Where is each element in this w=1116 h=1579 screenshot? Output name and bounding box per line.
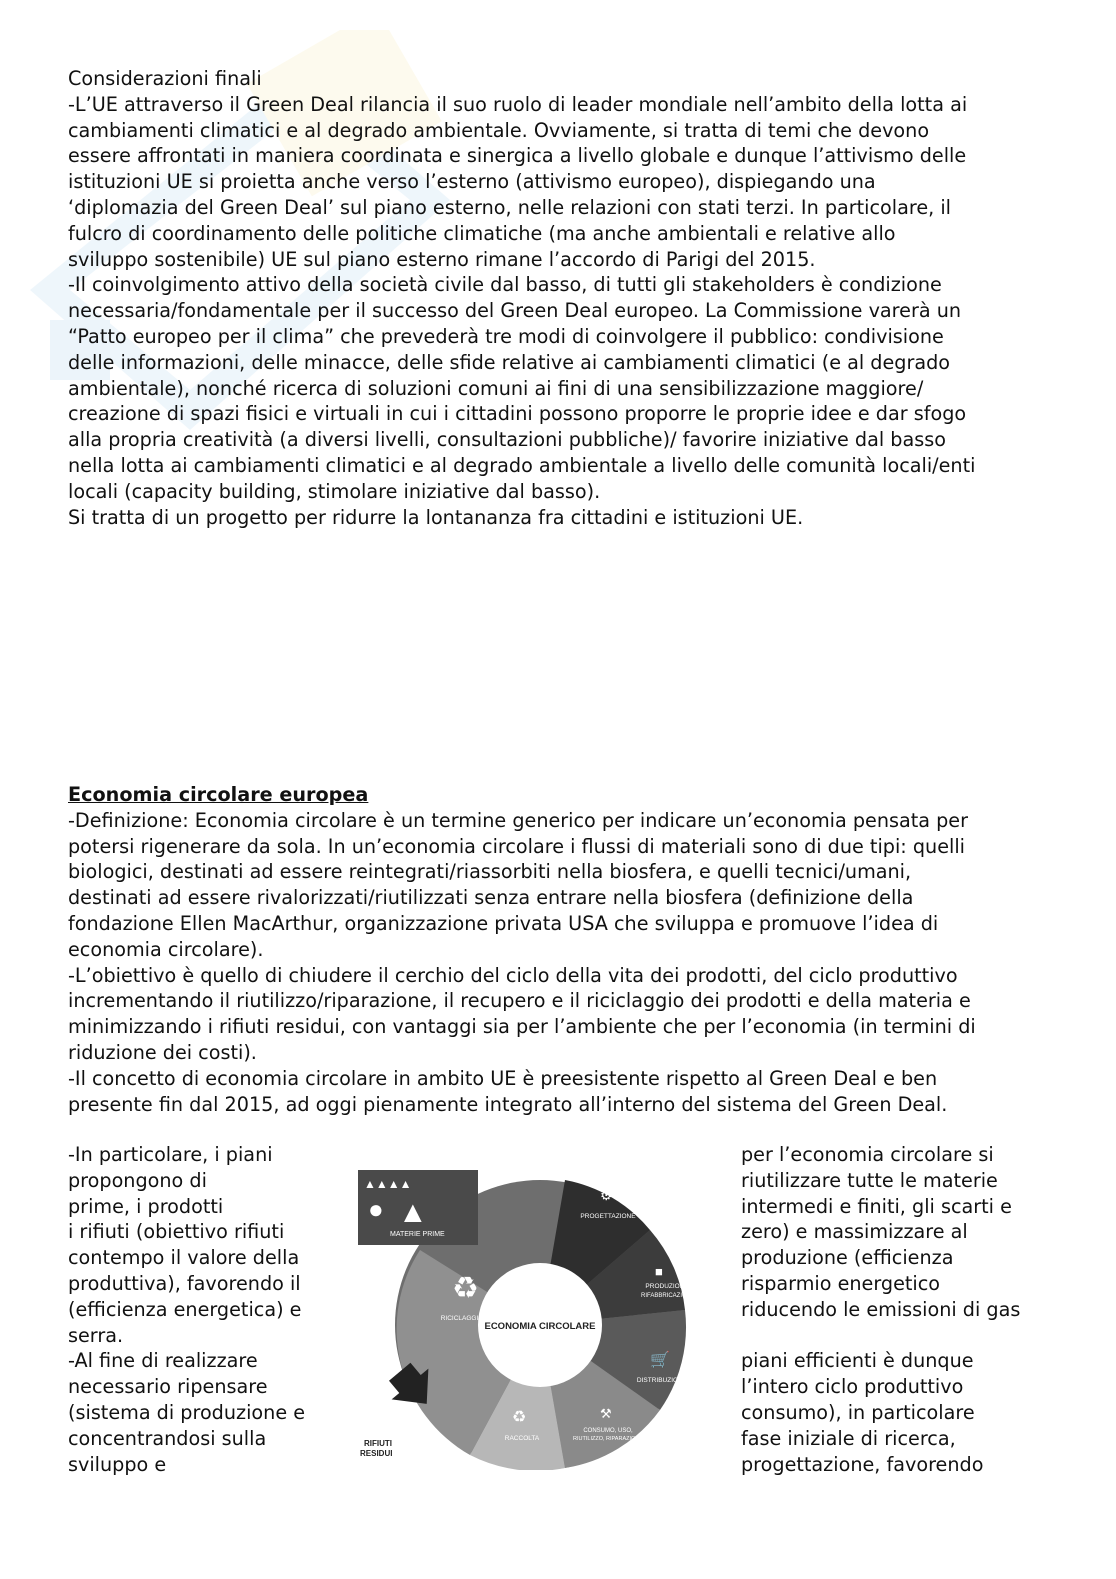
text-line: delle informazioni, delle minacce, delle sfide relative ai cambiamenti climatici (e al degrado [68,350,951,374]
materie-prime-icon: ▲▲▲▲ [364,1177,412,1191]
text-line: piani efficienti è dunque [741,1349,974,1373]
text-line: risparmio energetico [741,1271,941,1295]
label-raccolta: RACCOLTA [504,1435,540,1442]
center-label: ECONOMIA CIRCOLARE [484,1321,596,1332]
recycle-icon: ♻ [452,1272,479,1305]
bin-icon: ♻ [512,1409,527,1426]
text-line: fondazione Ellen MacArthur, organizzazione privata USA che sviluppa e promuove l’idea di [68,911,939,935]
label-produzione-2: RIFABBRICAZIONE [640,1293,696,1299]
label-consumo-2: RIUTILIZZO, RIPARAZIONE [573,1436,643,1442]
text-line: essere affrontati in maniera coordinata e sinergica a livello globale e dunque l’attivismo delle [68,144,967,168]
text-line: riducendo le emissioni di gas [741,1297,1021,1321]
text-line: propongono di [68,1168,207,1192]
text-line: consumo), in particolare [741,1400,975,1424]
tree-icon: ▲ [398,1196,428,1229]
text-line: i rifiuti (obiettivo rifiuti [68,1220,285,1244]
text-line: alla propria creatività (a diversi livelli, consultazioni pubbliche)/ favorire iniziative dal basso [68,428,946,452]
text-line: biologici, destinati ad essere reintegrati/riassorbiti nella biosfera, e quelli tecnici/umani, [68,860,912,884]
text-line: locali (capacity building, stimolare iniziative dal basso). [68,479,601,503]
text-line: minimizzando i rifiuti residui, con vantaggi sia per l’ambiente che per l’economia (in termini di [68,1015,976,1039]
text-line: -Il coinvolgimento attivo della società civile dal basso, di tutti gli stakeholders è condizione [68,273,942,297]
text-line: incrementando il riutilizzo/riparazione, il recupero e il riciclaggio dei prodotti e della materia e [68,989,971,1013]
text-line: -In particolare, i piani [68,1143,273,1166]
circular-economy-diagram [350,1170,722,1470]
text-line: ambientale), nonché ricerca di soluzioni comuni ai fini di una sensibilizzazione maggiore/ [68,376,924,400]
text-line: (efficienza energetica) e [68,1297,302,1321]
section-economia-circolare [68,782,1058,1117]
text-line: prime, i prodotti [68,1194,224,1218]
label-rifiuti-1: RIFIUTI [364,1439,392,1448]
text-line: “Patto europeo per il clima” che prevederà tre modi di coinvolgere il pubblico: condivisione [68,324,944,348]
text-line: produzione (efficienza [741,1246,954,1270]
text-line: -L’obiettivo è quello di chiudere il cerchio del ciclo della vita dei prodotti, del ciclo produttivo [68,963,958,987]
section-considerazioni [68,66,1048,530]
text-line: riutilizzare tutte le materie [741,1168,998,1192]
text-line: destinati ad essere rivalorizzati/riutilizzati senza entrare nella biosfera (definizione della [68,886,914,910]
text-line: sviluppo sostenibile) UE sul piano esterno rimane l’accordo di Parigi del 2015. [68,247,816,271]
text-line: nella lotta ai cambiamenti climatici e al degrado ambientale a livello delle comunità locali/enti [68,453,976,477]
text-line: ‘diplomazia del Green Deal’ sul piano esterno, nelle relazioni con stati terzi. In particolare, il [68,195,952,219]
text-line: l’intero ciclo produttivo [741,1375,964,1399]
text-line: concentrandosi sulla [68,1426,267,1450]
label-distribuzione: DISTRIBUZIONE [636,1377,688,1384]
text-line: riduzione dei costi). [68,1040,257,1064]
label-rifiuti-2: RESIDUI [360,1449,393,1458]
text-line: presente fin dal 2015, ad oggi pienamente integrato all’interno del sistema del Green Deal. [68,1092,948,1116]
text-line: istituzioni UE si proietta anche verso l’esterno (attivismo europeo), dispiegando una [68,170,876,194]
text-line [741,1323,1061,1349]
drop-icon: ● [368,1194,384,1224]
text-line: zero) e massimizzare al [741,1220,968,1244]
text-line: per l’economia circolare si [741,1143,994,1166]
factory-icon: ■ [655,1264,663,1279]
text-line: progettazione, favorendo [741,1452,984,1476]
right-column [741,1142,1061,1477]
text-line: creazione di spazi fisici e virtuali in cui i cittadini possono proporre le proprie idee e dar sfogo [68,402,967,426]
text-line: sviluppo e [68,1452,167,1476]
text-line: -Definizione: Economia circolare è un termine generico per indicare un’economia pensata per [68,808,968,832]
text-line: produttiva), favorendo il [68,1271,301,1295]
text-line: Considerazioni finali [68,67,262,90]
text-line: fase iniziale di ricerca, [741,1426,956,1450]
label-produzione-1: PRODUZIONE, [645,1283,691,1290]
text-line: necessaria/fondamentale per il successo del Green Deal europeo. La Commissione varerà un [68,299,962,323]
text-line: Si tratta di un progetto per ridurre la lontananza fra cittadini e istituzioni UE. [68,505,804,529]
left-column [68,1142,338,1477]
text-line: (sistema di produzione e [68,1400,306,1424]
label-riciclaggio: RICICLAGGIO [440,1315,484,1322]
text-line: serra. [68,1323,124,1347]
text-line: -Al fine di realizzare [68,1349,258,1373]
text-line: cambiamenti climatici e al degrado ambientale. Ovviamente, si tratta di temi che devono [68,118,930,142]
label-materie-prime: MATERIE PRIME [390,1231,445,1238]
section-heading: Economia circolare europea [68,783,369,806]
gear-icon: ⚙ [600,1187,613,1203]
cart-icon: 🛒 [650,1352,670,1369]
label-consumo-1: CONSUMO, USO, [583,1428,633,1434]
text-line: potersi rigenerare da sola. In un’economia circolare i flussi di materiali sono di due tipi: quelli [68,834,965,858]
text-line: -Il concetto di economia circolare in ambito UE è preesistente rispetto al Green Deal e ben [68,1066,938,1090]
text-line: economia circolare). [68,937,264,961]
text-line: contempo il valore della [68,1246,300,1270]
text-line: intermedi e finiti, gli scarti e [741,1194,1012,1218]
label-progettazione: PROGETTAZIONE [580,1213,636,1220]
text-line: -L’UE attraverso il Green Deal rilancia il suo ruolo di leader mondiale nell’ambito della lotta ai [68,92,968,116]
tools-icon: ⚒ [600,1406,612,1421]
text-line: fulcro di coordinamento delle politiche climatiche (ma anche ambientali e relative allo [68,221,896,245]
text-line: necessario ripensare [68,1375,268,1399]
